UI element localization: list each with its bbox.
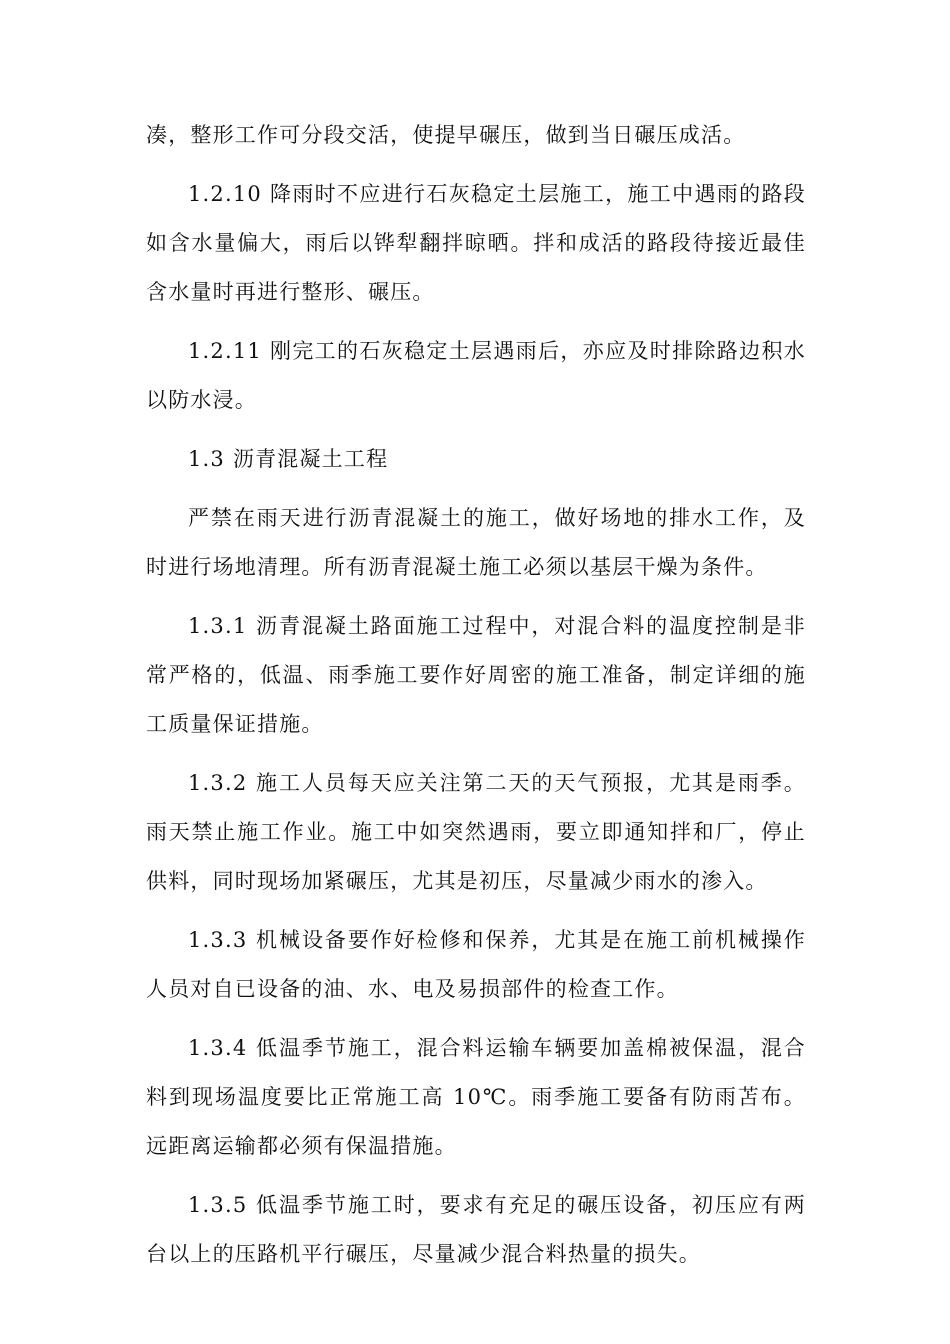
paragraph-1-2-11: 1.2.11 刚完工的石灰稳定土层遇雨后，亦应及时排除路边积水以防水浸。 [146, 339, 806, 412]
paragraph-1-3-1: 1.3.1 沥青混凝土路面施工过程中，对混合料的温度控制是非常严格的，低温、雨季施工要作好周密的施工准备，制定详细的施工质量保证措施。 [146, 614, 806, 736]
paragraph-1-2-10: 1.2.10 降雨时不应进行石灰稳定土层施工，施工中遇雨的路段如含水量偏大，雨后以铧犁翻拌晾晒。拌和成活的路段待接近最佳含水量时再进行整形、碾压。 [146, 182, 806, 304]
paragraph-1-3-3: 1.3.3 机械设备要作好检修和保养，尤其是在施工前机械操作人员对自已设备的油、水、电及易损部件的检查工作。 [146, 928, 806, 1001]
paragraph-1-3-5: 1.3.5 低温季节施工时，要求有充足的碾压设备，初压应有两台以上的压路机平行碾压，尽量减少混合料热量的损失。 [146, 1193, 806, 1266]
paragraph-continuation: 凑，整形工作可分段交活，使提早碾压，做到当日碾压成活。 [146, 123, 746, 147]
paragraph-section-intro: 严禁在雨天进行沥青混凝土的施工，做好场地的排水工作，及时进行场地清理。所有沥青混凝土施工必须以基层干燥为条件。 [146, 506, 806, 579]
section-heading-1-3: 1.3 沥青混凝土工程 [188, 447, 389, 471]
paragraph-1-3-4: 1.3.4 低温季节施工，混合料运输车辆要加盖棉被保温，混合料到现场温度要比正常施工高 10℃。雨季施工要备有防雨苫布。远距离运输都必须有保温措施。 [146, 1036, 806, 1158]
paragraph-1-3-2: 1.3.2 施工人员每天应关注第二天的天气预报，尤其是雨季。雨天禁止施工作业。施工中如突然遇雨，要立即通知拌和厂，停止供料，同时现场加紧碾压，尤其是初压，尽量减少雨水的渗入。 [146, 771, 806, 893]
document-body [146, 111, 806, 1289]
